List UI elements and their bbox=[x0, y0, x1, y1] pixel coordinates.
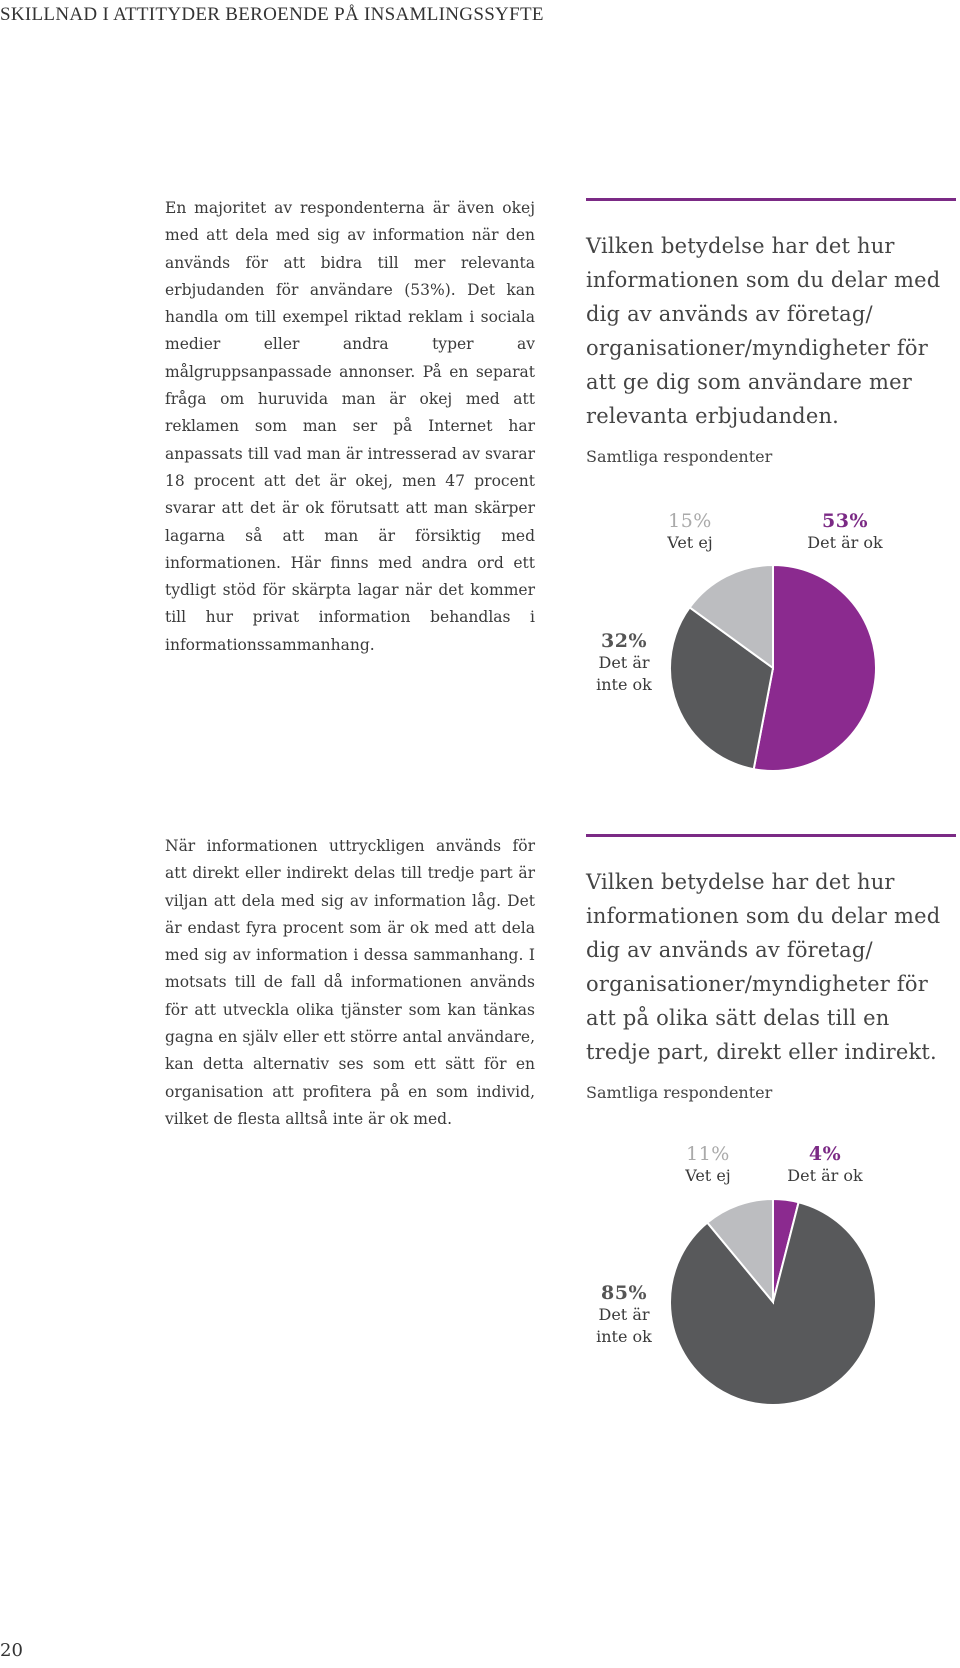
pie2-inte-ok-caption-2: inte ok bbox=[596, 1327, 652, 1346]
panel-rule bbox=[586, 198, 956, 201]
body-paragraph-2: När informationen uttryckligen används för att direkt eller indirekt delas till tredje part är viljan att dela med sig av information låg. Det är endast fyra procent som är ok med att dela med sig av information i dessa sammanhang. I motsats till de fall då informationen används för att utveckla olika tjänster som kan tänkas gagna en själv eller ett större antal användare, kan detta alternativ ses som ett sätt för en organisation att profitera på en som individ, vilket de flesta alltså inte är ok med. bbox=[165, 837, 536, 1128]
question-panel-1 bbox=[586, 198, 956, 466]
pie2-vet-ej-caption: Vet ej bbox=[685, 1166, 731, 1185]
body-paragraph-1: En majoritet av respondenterna är även okej med att dela med sig av information när den används för att bidra till mer relevanta erbjudanden för användare (53%). Det kan handla om till exempel riktad reklam i sociala medier eller andra typer av målgruppsanpassade annonser. På en separat fråga om huruvida man är okej med att reklamen som man ser på Internet har anpassats till vad man är intresserad av svarar 18 procent att det är okej, men 47 procent svarar att det är ok förutsatt att man skärper lagarna så att man är försiktig med informationen. Här finns med andra ord ett tydligt stöd för skärpta lagar när det kommer till hur privat information behandlas i informationssammanhang. bbox=[165, 199, 535, 654]
pie1-inte-ok-caption-2: inte ok bbox=[596, 675, 652, 694]
pie-chart-2 bbox=[668, 1197, 878, 1407]
pie2-inte-ok-caption-1: Det är bbox=[598, 1305, 650, 1324]
panel-rule bbox=[586, 834, 956, 837]
pie2-ok-pct: 4% bbox=[808, 1143, 842, 1165]
pie1-label-vet-ej bbox=[645, 510, 735, 554]
pie2-label-vet-ej bbox=[678, 1143, 738, 1187]
pie-chart-1 bbox=[668, 563, 878, 773]
pie1-ok-pct: 53% bbox=[822, 510, 868, 532]
pie1-inte-ok-caption-1: Det är bbox=[598, 653, 650, 672]
panel-question: Vilken betydelse har det hur informationen som du delar med dig av används av företag/ organisationer/myndigheter för att på olika sätt delas till en tredje part, direkt eller indirekt. bbox=[586, 870, 941, 1064]
pie2-vet-ej-pct: 11% bbox=[686, 1143, 730, 1165]
pie2-label-inte-ok bbox=[584, 1282, 664, 1348]
panel-question: Vilken betydelse har det hur informationen som du delar med dig av används av företag/ organisationer/myndigheter för att ge dig som användare mer relevanta erbjudanden. bbox=[586, 234, 941, 428]
pie1-inte-ok-pct: 32% bbox=[601, 630, 647, 652]
pie2-inte-ok-pct: 85% bbox=[601, 1282, 647, 1304]
pie1-label-inte-ok bbox=[584, 630, 664, 696]
pie2-ok-caption: Det är ok bbox=[787, 1166, 863, 1185]
pie1-ok-caption: Det är ok bbox=[807, 533, 883, 552]
page-number: 20 bbox=[0, 1640, 23, 1661]
question-panel-2 bbox=[586, 834, 956, 1102]
pie1-vet-ej-pct: 15% bbox=[668, 510, 712, 532]
pie1-label-ok bbox=[790, 510, 900, 554]
pie2-label-ok bbox=[770, 1143, 880, 1187]
panel-subtitle: Samtliga respondenter bbox=[586, 1083, 773, 1102]
pie1-vet-ej-caption: Vet ej bbox=[667, 533, 713, 552]
panel-subtitle: Samtliga respondenter bbox=[586, 447, 773, 466]
page-header: SKILLNAD I ATTITYDER BEROENDE PÅ INSAMLINGSSYFTE bbox=[0, 4, 544, 25]
